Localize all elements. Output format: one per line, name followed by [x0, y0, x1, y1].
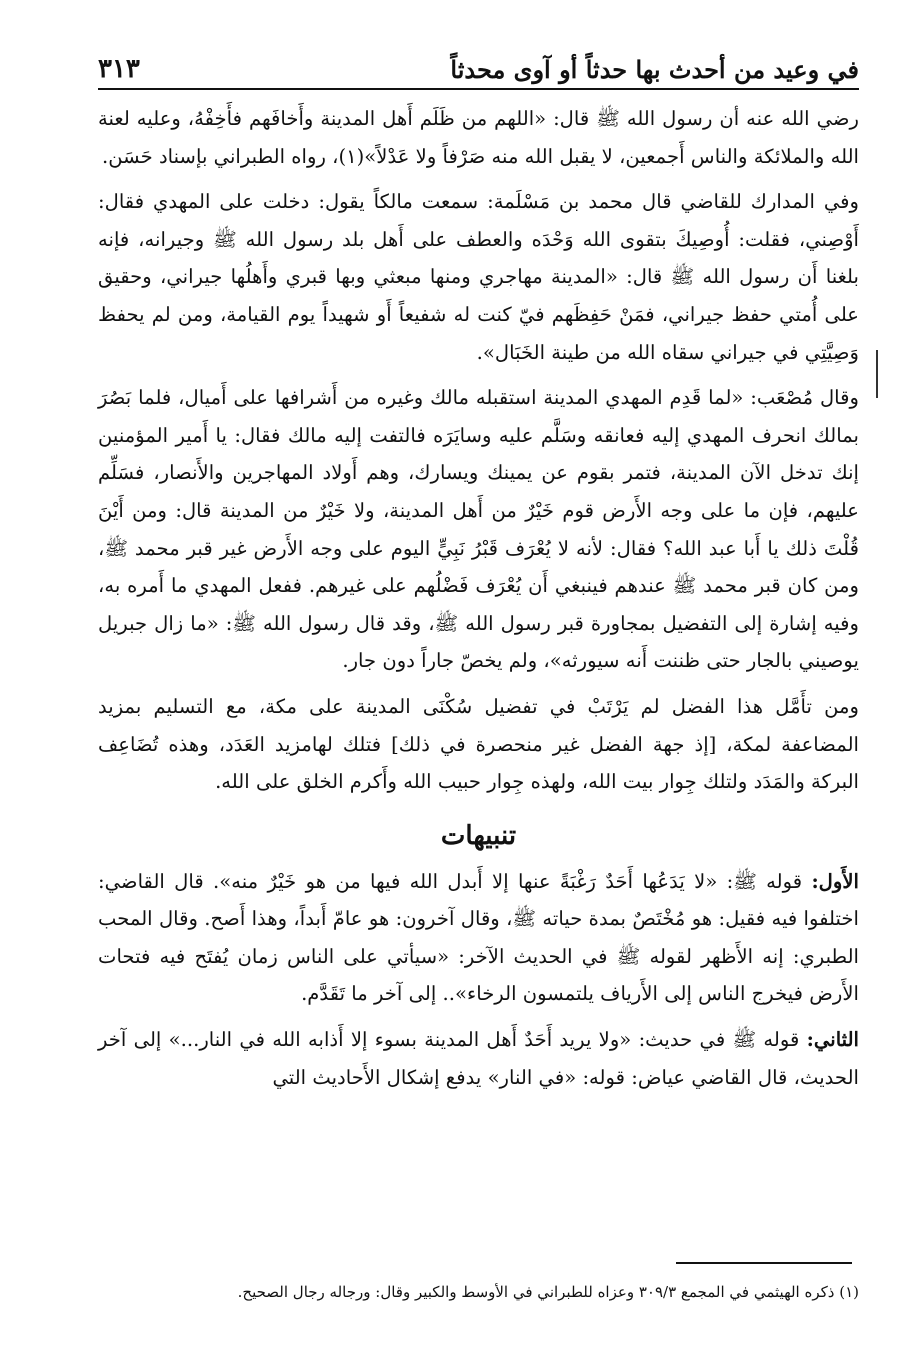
margin-mark	[876, 350, 878, 398]
note-paragraph	[98, 1021, 859, 1096]
note-paragraph	[98, 863, 859, 1013]
page-number: ٣١٣	[98, 54, 140, 84]
paragraph: رضي الله عنه أن رسول الله ﷺ قال: «اللهم من ظَلَم أَهل المدينة وأَخافَهم فأَخِفْهُ، وعليه لعنة الله والملائكة والناس أَجمعين، لا يقبل الله منه صَرْفاً ولا عَدْلاً»(١)، رواه الطبراني بإسناد حَسَن.	[98, 107, 859, 168]
footnote: (١) ذكره الهيثمي في المجمع ٣٠٩/٣ وعزاه للطبراني في الأوسط والكبير وقال: ورجاله رجال الصحيح.	[237, 1283, 859, 1301]
note-text: قوله ﷺ في حديث: «ولا يريد أَحَدٌ أَهل المدينة بسوء إلا أَذابه الله في النار...» إلى آخر الحديث، قال القاضي عياض: قوله: «في النار» يدفع إشكال الأَحاديث التي	[98, 1028, 859, 1089]
page-body	[98, 100, 859, 1104]
note-lead: الأَول:	[811, 869, 859, 893]
section-heading: تنبيهات	[440, 820, 517, 851]
running-header	[98, 48, 859, 90]
paragraph: ومن تأَمَّل هذا الفضل لم يَرْتَبْ في تفضيل سُكْنَى المدينة على مكة، مع التسليم بمزيد المضاعفة لمكة، [إذ جهة الفضل غير منحصرة في ذلك] فتلك لهامزيد العَدَد، وهذه تُضَاعِف البركة والمَدَد ولتلك جِوار بيت الله، ولهذه جِوار حبيب الله وأَكرم الخلق على الله.	[98, 694, 859, 794]
note-text: قوله ﷺ: «لا يَدَعُها أَحَدٌ رَغْبَةً عنها إلا أَبدل الله فيها من هو خَيْرٌ منه». قال القاضي: اختلفوا فيه فقيل: هو مُخْتَصٌ بمدة حياته ﷺ، وقال آخرون: هو عامّ أَبداً، وهذا أَصح. وقال المحب الطبري: إنه الأَظهر لقوله ﷺ في الحديث الآخر: «سيأتي على الناس زمان يُفتَح فيه فتحات الأَرض فيخرج الناس إلى الأَرياف يلتمسون الرخاء».. إلى آخر ما تَقَدَّم.	[98, 869, 859, 1006]
note-lead: الثاني:	[806, 1028, 859, 1052]
paragraph: وفي المدارك للقاضي قال محمد بن مَسْلَمة: سمعت مالكاً يقول: دخلت على المهدي فقال: أَوْصِني، فقلت: أُوصِيكَ بتقوى الله وَحْدَه والعطف على أَهل بلد رسول الله ﷺ وجيرانه، فإنه بلغنا أَن رسول الله ﷺ قال: «المدينة مهاجري ومنها مبعثي وبها قبري وأَهلُها جيراني، وحقيق على أُمتي حفظ جيراني، فمَنْ حَفِظَهم فيّ كنت له شفيعاً أَو شهيداً يوم القيامة، ومن لم يحفظ وَصِيَّتِي في جيراني سقاه الله من طينة الخَبَال».	[98, 190, 859, 364]
chapter-title: في وعيد من أحدث بها حدثاً أو آوى محدثاً	[450, 55, 859, 84]
footnote-divider	[676, 1262, 852, 1264]
paragraph: وقال مُصْعَب: «لما قَدِم المهدي المدينة استقبله مالك وغيره من أَشرافها على أَميال، فلما بَصُرَ بمالك انحرف المهدي إليه فعانقه وسَلَّم عليه وسايَرَه فالتفت إليه مالك فقال: يا أَمير المؤمنين إنك تدخل الآن المدينة، فتمر بقوم عن يمينك ويسارك، وهم أَولاد المهاجرين والأَنصار، فسَلِّم عليهم، فإن ما على وجه الأَرض قوم خَيْرٌ من أَهل المدينة، ولا خَيْرٌ من المدينة قال: ومن أَيْنَ قُلْتَ ذلك يا أَبا عبد الله؟ فقال: لأنه لا يُعْرَف قَبْرُ نَبِيٍّ اليوم على وجه الأَرض غير قبر محمد ﷺ، ومن كان قبر محمد ﷺ عندهم فينبغي أَن يُعْرَف فَضْلُهم على غيرهم. ففعل المهدي ما أَمره به، وفيه إشارة إلى التفضيل بمجاورة قبر رسول الله ﷺ، وقد قال رسول الله ﷺ: «ما زال جبريل يوصيني بالجار حتى ظننت أَنه سيورثه»، ولم يخصّ جاراً دون جار.	[98, 386, 859, 673]
